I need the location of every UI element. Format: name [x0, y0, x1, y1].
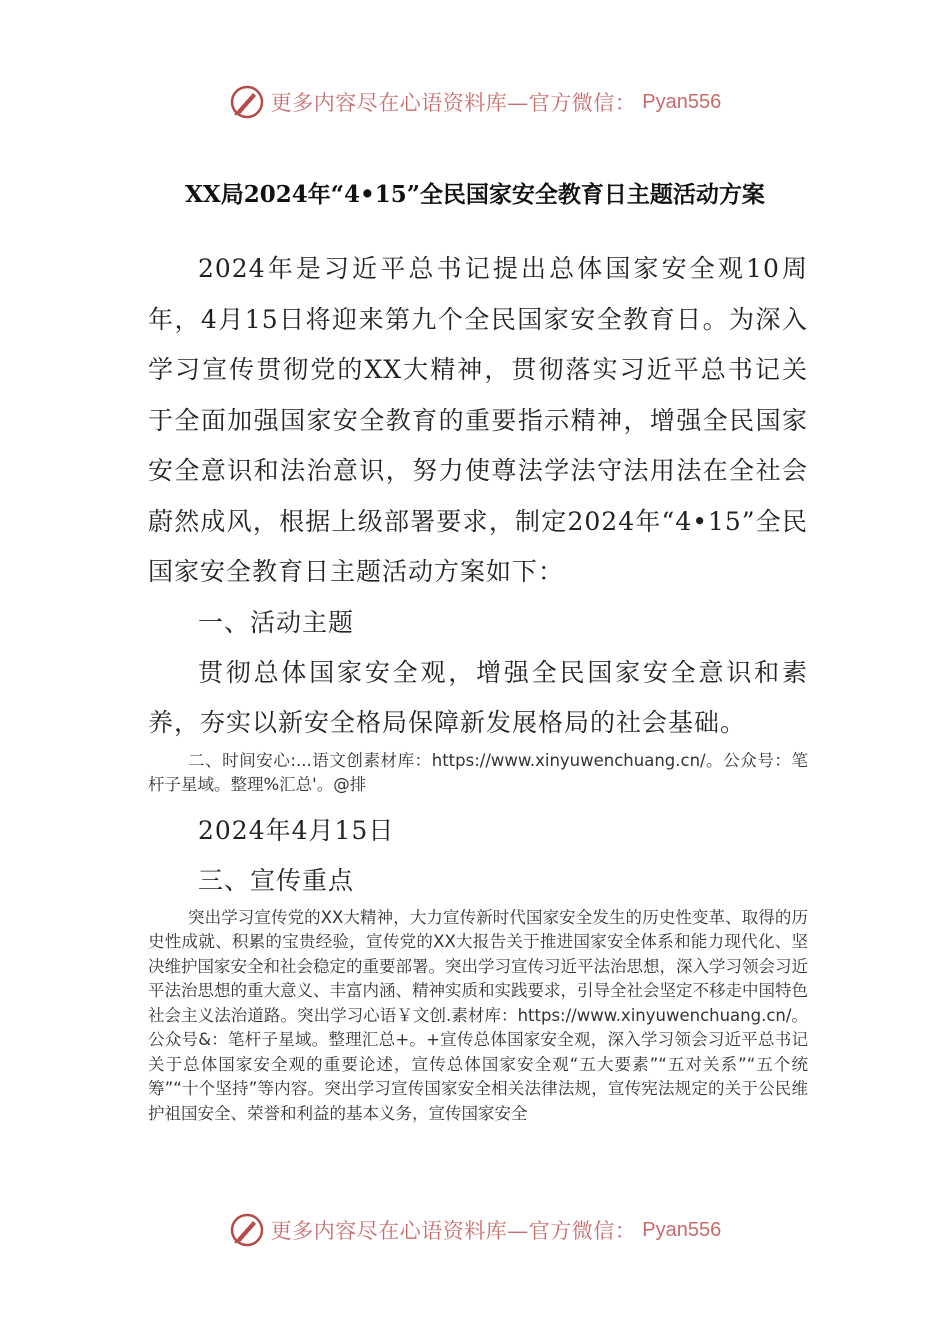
- document-body: [148, 244, 808, 1126]
- section3-heading: 三、宣传重点: [198, 865, 355, 895]
- wechat-id: Pyan556: [642, 90, 722, 113]
- footer-banner: [0, 1210, 950, 1250]
- wechat-id: Pyan556: [642, 1218, 722, 1241]
- pen-logo-icon: [229, 84, 265, 120]
- header-banner: [0, 82, 950, 122]
- banner-text: 更多内容尽在心语资料库—官方微信：: [270, 1219, 637, 1243]
- section1-heading: 一、活动主题: [198, 607, 355, 637]
- pen-logo-icon: [229, 1212, 265, 1248]
- document-title: XX局2024年“4•15”全民国家安全教育日主题活动方案: [185, 181, 765, 208]
- section2-heading: 二、时间安心:...语文创素材库：https://www.xinyuwenchuang.cn/。公众号：笔杆子星域。整理%汇总'。@排: [148, 750, 808, 794]
- banner-text: 更多内容尽在心语资料库—官方微信：: [270, 91, 637, 115]
- section2-date: 2024年4月15日: [198, 815, 395, 845]
- intro-paragraph: 2024年是习近平总书记提出总体国家安全观10周年，4月15日将迎来第九个全民国家安全教育日。为深入学习宣传贯彻党的XX大精神，贯彻落实习近平总书记关于全面加强国家安全教育的重要指示精神，增强全民国家安全意识和法治意识，努力使尊法学法守法用法在全社会蔚然成风，根据上级部署要求，制定2024年“4•15”全民国家安全教育日主题活动方案如下：: [148, 254, 808, 586]
- section1-body: 贯彻总体国家安全观，增强全民国家安全意识和素养，夯实以新安全格局保障新发展格局的社会基础。: [148, 657, 808, 737]
- section3-body: 突出学习宣传党的XX大精神，大力宣传新时代国家安全发生的历史性变革、取得的历史性成就、积累的宝贵经验，宣传党的XX大报告关于推进国家安全体系和能力现代化、坚决维护国家安全和社会稳定的重要部署。突出学习宣传习近平法治思想，深入学习领会习近平法治思想的重大意义、丰富内涵、精神实质和实践要求，引导全社会坚定不移走中国特色社会主义法治道路。突出学习心语￥文创.素材库：https://www.xinyuwenchuang.cn/。公众号&：笔杆子星域。整理汇总+。+宣传总体国家安全观，深入学习领会习近平总书记关于总体国家安全观的重要论述，宣传总体国家安全观“五大要素”“五对关系”“五个统筹”“十个坚持”等内容。突出学习宣传国家安全相关法律法规，宣传宪法规定的关于公民维护祖国安全、荣誉和利益的基本义务，宣传国家安全: [148, 907, 808, 1123]
